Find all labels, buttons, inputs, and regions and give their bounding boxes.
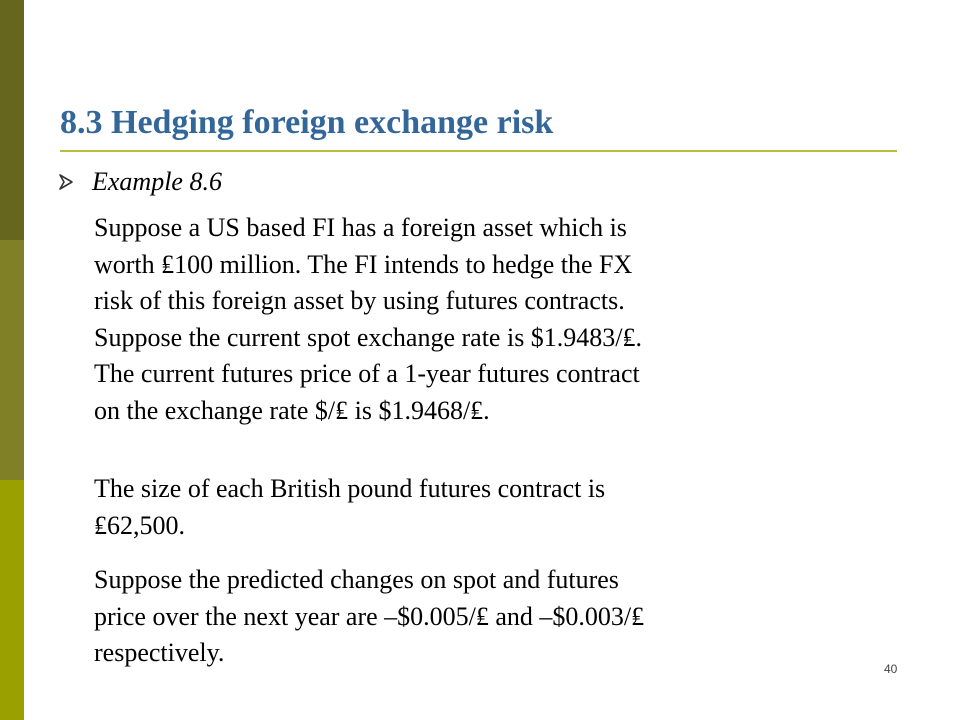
paragraph-line: risk of this foreign asset by using futures contracts.: [94, 286, 625, 315]
paragraph-line: worth ₤100 million. The FI intends to hedge the FX: [94, 249, 633, 279]
title-underline: [60, 150, 897, 152]
example-bullet: [56, 162, 222, 202]
paragraph-line: price over the next year are –$0.005/₤ and –$0.003/₤: [94, 601, 645, 631]
slide-title: 8.3 Hedging foreign exchange risk: [60, 104, 554, 141]
paragraph-line: The size of each British pound futures contract is: [94, 474, 606, 503]
paragraph-predicted-changes: [94, 562, 884, 672]
paragraph-line: Suppose the current spot exchange rate is $1.9483/₤.: [94, 322, 643, 352]
paragraph-line: The current futures price of a 1-year futures contract: [94, 359, 640, 388]
paragraph-line: ₤62,500.: [94, 510, 185, 540]
paragraph-line: respectively.: [94, 638, 225, 667]
paragraph-contract-size: [94, 471, 884, 544]
paragraph-scenario: [94, 210, 884, 429]
paragraph-line: on the exchange rate $/₤ is $1.9468/₤.: [94, 395, 490, 425]
paragraph-line: Suppose the predicted changes on spot and futures: [94, 565, 619, 594]
sidebar-segment-bottom: [0, 480, 24, 720]
paragraph-line: Suppose a US based FI has a foreign asset which is: [94, 213, 627, 242]
arrow-bullet-shape: [60, 175, 72, 189]
page-number: 40: [884, 662, 898, 676]
arrow-bullet-icon: [56, 172, 76, 192]
sidebar-segment-top: [0, 0, 24, 240]
example-label: Example 8.6: [92, 167, 222, 196]
sidebar-segment-middle: [0, 240, 24, 480]
sidebar-accent: [0, 0, 24, 720]
